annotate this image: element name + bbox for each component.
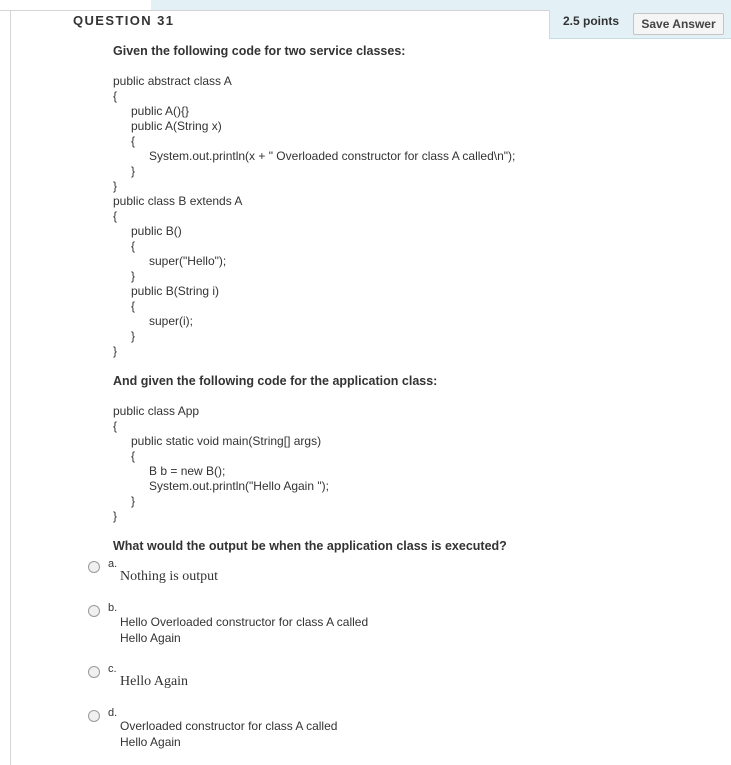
code-line: System.out.println(x + " Overloaded constructor for class A called\n"); <box>149 149 516 163</box>
option-letter: a. <box>108 558 118 570</box>
option-text: Hello Again <box>120 631 181 645</box>
code-line: { <box>113 209 118 223</box>
code-line: public A(){} <box>131 104 190 118</box>
option-text: Hello Again <box>120 735 181 749</box>
option-letter: d. <box>108 707 118 719</box>
code-block-service-classes <box>113 74 713 359</box>
question-title: QUESTION 31 <box>73 13 175 28</box>
code-line: B b = new B(); <box>149 464 226 478</box>
code-line: { <box>113 419 118 433</box>
header-band <box>151 0 731 10</box>
code-line: } <box>131 164 136 178</box>
code-line: public B() <box>131 224 182 238</box>
code-line: } <box>131 269 136 283</box>
code-line: } <box>131 329 136 343</box>
option-text: Hello Overloaded constructor for class A called <box>120 615 369 629</box>
code-line: } <box>113 344 118 358</box>
code-line: public A(String x) <box>131 119 222 133</box>
points-value: 2.5 points <box>563 14 620 28</box>
radio-button[interactable] <box>88 561 100 573</box>
code-block-application-class <box>113 404 713 524</box>
question-prompt: What would the output be when the application class is executed? <box>113 539 507 553</box>
code-line: System.out.println("Hello Again "); <box>149 479 329 493</box>
code-line: public class App <box>113 404 200 418</box>
save-answer-button[interactable]: Save Answer <box>633 13 724 35</box>
option-letter: b. <box>108 602 118 614</box>
radio-button[interactable] <box>88 605 100 617</box>
code-line: } <box>113 509 118 523</box>
code-line: { <box>131 449 136 463</box>
code-line: public B(String i) <box>131 284 220 298</box>
option-letter: c. <box>108 663 117 675</box>
points-panel <box>549 10 731 39</box>
option-text: Hello Again <box>120 674 189 689</box>
code-line: { <box>131 134 136 148</box>
option-text: Overloaded constructor for class A called <box>120 719 338 733</box>
code-line: super("Hello"); <box>149 254 227 268</box>
left-divider <box>10 10 11 765</box>
radio-button[interactable] <box>88 666 100 678</box>
code-line: } <box>113 179 118 193</box>
radio-button[interactable] <box>88 710 100 722</box>
question-body <box>113 44 713 554</box>
code-line: public abstract class A <box>113 74 232 88</box>
code-line: super(i); <box>149 314 194 328</box>
option-text: Nothing is output <box>120 569 219 584</box>
code-line: public static void main(String[] args) <box>131 434 322 448</box>
code-line: { <box>113 89 118 103</box>
code-line: } <box>131 494 136 508</box>
code-line: { <box>131 239 136 253</box>
intro-text: Given the following code for two service classes: <box>113 44 406 58</box>
intro-text-application: And given the following code for the application class: <box>113 374 438 388</box>
code-line: public class B extends A <box>113 194 243 208</box>
code-line: { <box>131 299 136 313</box>
